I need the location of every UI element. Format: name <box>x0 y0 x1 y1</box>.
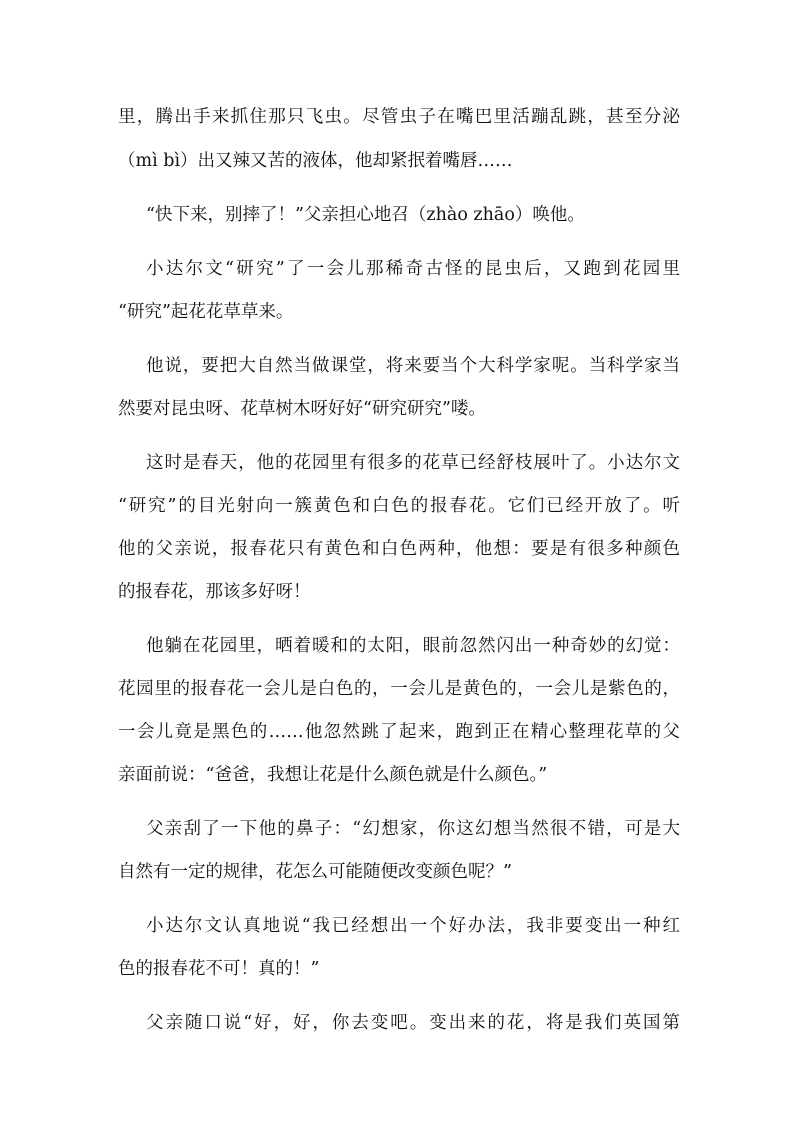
text-line: 然要对昆虫呀、花草树木呀好好“研究研究”喽。 <box>118 399 486 419</box>
text-line: 色的报春花不可！真的！” <box>118 959 320 979</box>
text-line: 的报春花，那该多好呀！ <box>118 582 311 602</box>
text-line: 自然有一定的规律，花怎么可能随便改变颜色呢？” <box>118 862 512 882</box>
text-line: “快下来，别摔了！”父亲担心地召（zhào zhāo）唤他。 <box>146 205 585 225</box>
text-line: “研究”的目光射向一簇黄色和白色的报春花。它们已经开放了。听 <box>118 496 680 516</box>
text-line: （mì bì）出又辣又苦的液体，他却紧抿着嘴唇…… <box>118 151 513 171</box>
text-line: 这时是春天，他的花园里有很多的花草已经舒枝展叶了。小达尔文 <box>146 453 680 473</box>
text-line: 亲面前说：“爸爸，我想让花是什么颜色就是什么颜色。” <box>118 765 548 785</box>
text-line: “研究”起花花草草来。 <box>118 302 294 322</box>
text-line: 里，腾出手来抓住那只飞虫。尽管虫子在嘴巴里活蹦乱跳，甚至分泌 <box>118 107 680 127</box>
text-line: 小达尔文“研究”了一会儿那稀奇古怪的昆虫后，又跑到花园里 <box>146 259 680 279</box>
text-line: 他的父亲说，报春花只有黄色和白色两种，他想：要是有很多种颜色 <box>118 539 680 559</box>
text-line: 一会儿竟是黑色的……他忽然跳了起来，跑到正在精心整理花草的父 <box>118 722 680 742</box>
text-line: 父亲随口说“好，好，你去变吧。变出来的花，将是我们英国第 <box>146 1013 680 1033</box>
text-line: 父亲刮了一下他的鼻子：“幻想家，你这幻想当然很不错，可是大 <box>146 819 680 839</box>
text-line: 小达尔文认真地说“我已经想出一个好办法，我非要变出一种红 <box>146 916 680 936</box>
text-line: 他躺在花园里，晒着暖和的太阳，眼前忽然闪出一种奇妙的幻觉： <box>146 636 680 656</box>
text-line: 花园里的报春花一会儿是白色的，一会儿是黄色的，一会儿是紫色的， <box>118 679 680 699</box>
text-line: 他说，要把大自然当做课堂，将来要当个大科学家呢。当科学家当 <box>146 356 680 376</box>
